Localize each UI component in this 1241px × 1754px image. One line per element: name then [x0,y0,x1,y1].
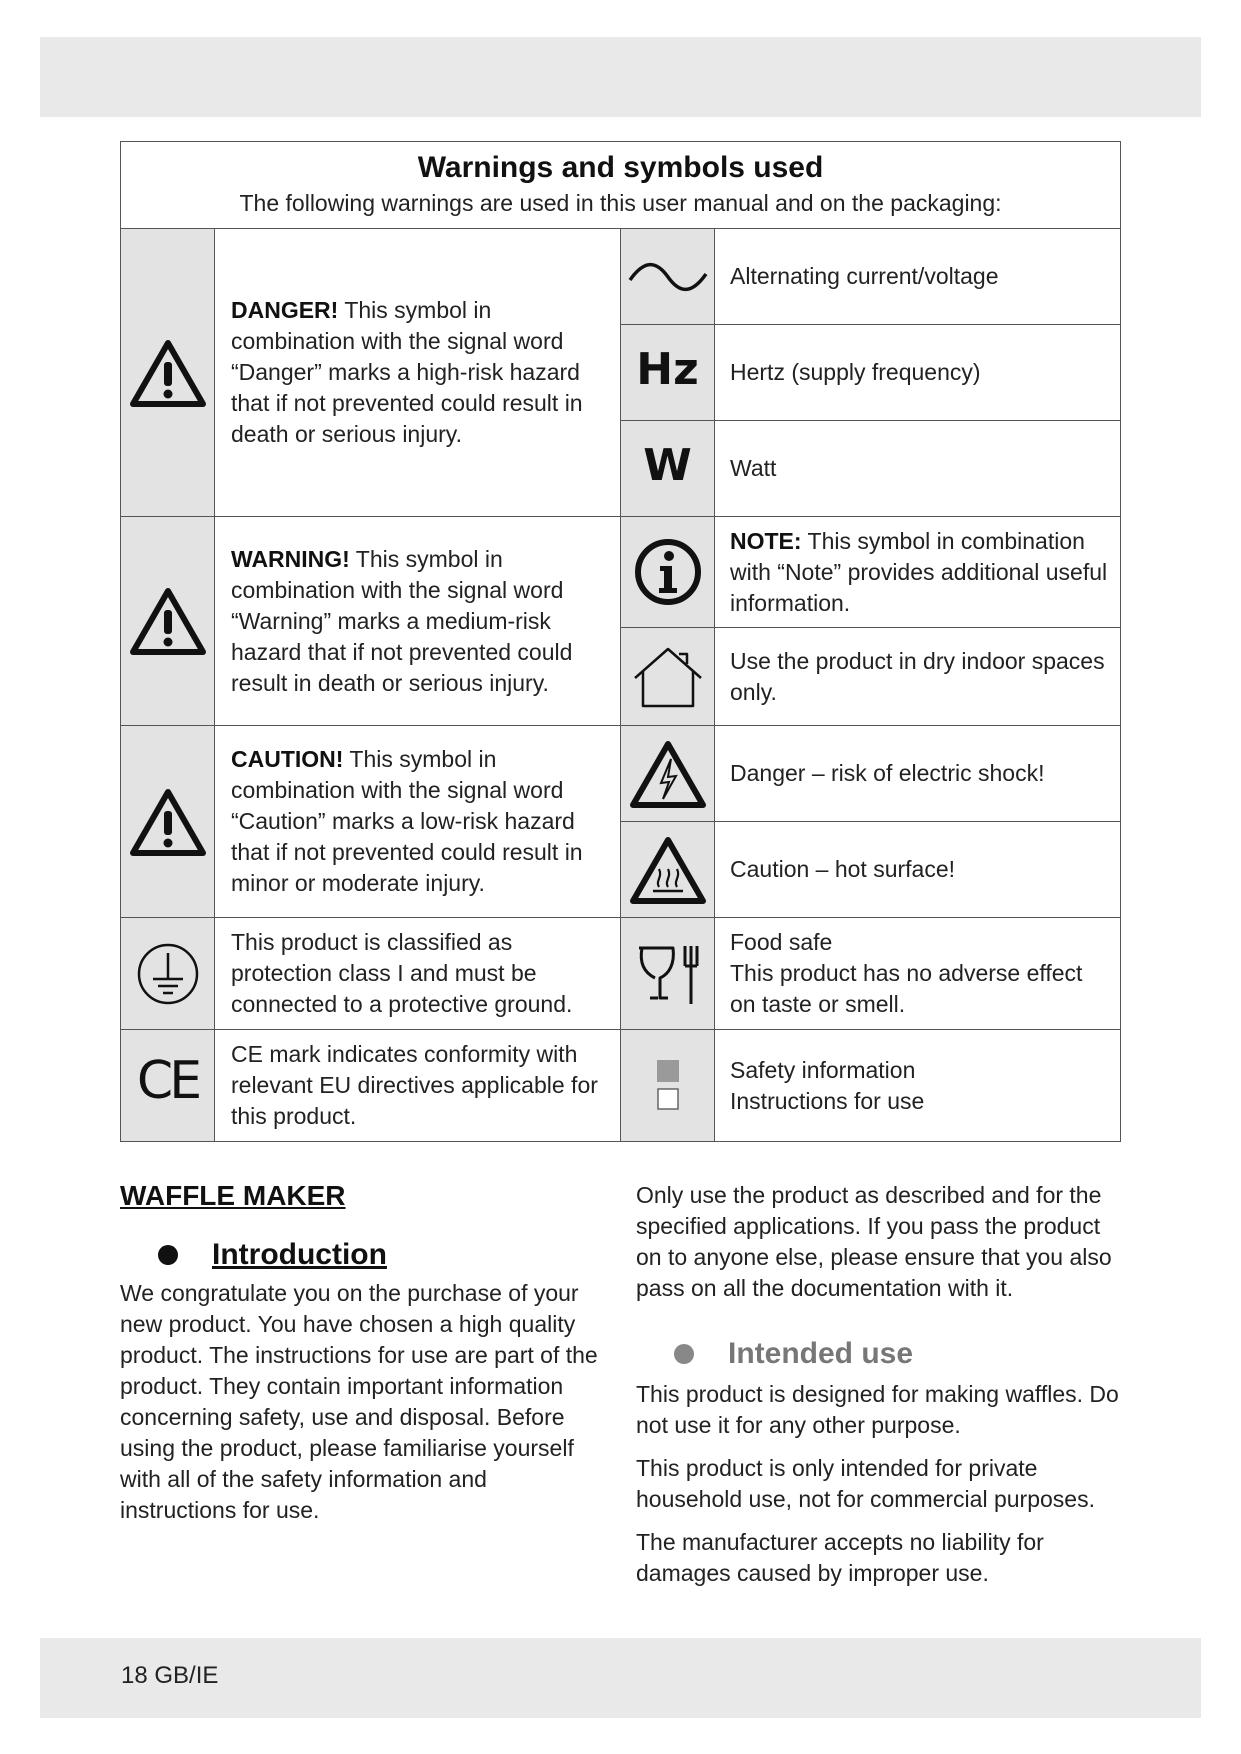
watt-icon: W [621,421,715,517]
warnings-symbols-table [120,141,1121,1142]
page-number: 18 GB/IE [121,1662,219,1689]
left-column [120,1180,600,1538]
warning-triangle-icon [121,517,215,726]
warning-triangle-icon [121,726,215,918]
hot-surface-description: Caution – hot surface! [715,822,1121,918]
table-subtitle: The following warnings are used in this user manual and on the packaging: [239,190,1002,216]
right-column [636,1180,1126,1601]
food-safe-description [715,918,1121,1030]
watt-description: Watt [715,421,1121,517]
bullet-icon [158,1245,178,1265]
hot-surface-icon [621,822,715,918]
table-title: Warnings and symbols used [417,151,824,184]
info-icon [621,517,715,628]
intended-use-text-3: The manufacturer accepts no liability for damages caused by improper use. [636,1529,1044,1586]
ac-description: Alternating current/voltage [715,229,1121,325]
hertz-description: Hertz (supply frequency) [715,325,1121,421]
squares-icon [621,1030,715,1142]
hertz-icon: Hz [621,325,715,421]
food-safe-icon [621,918,715,1030]
intended-use-heading: Intended use [674,1338,1126,1369]
house-icon [621,628,715,726]
indoor-use-description: Use the product in dry indoor spaces only. [715,628,1121,726]
header-band [40,37,1201,117]
alternating-current-icon [621,229,715,325]
ce-mark-icon: CE [121,1030,215,1142]
instructions-label: Instructions for use [730,1087,925,1114]
danger-description: DANGER! This symbol in combination with the signal word “Danger” marks a high-risk hazard that if not prevented could result in death or serious injury. [215,229,621,517]
warning-triangle-icon [121,229,215,517]
safety-information-label: Safety information [730,1056,916,1083]
intended-use-text-2: This product is only intended for private household use, not for commercial purposes. [636,1455,1095,1512]
caution-description: CAUTION! This symbol in combination with the signal word “Caution” marks a low-risk hazard that if not prevented could result in minor or moderate injury. [215,726,621,918]
ce-description: CE mark indicates conformity with relevant EU directives applicable for this product. [215,1030,621,1142]
electric-shock-description: Danger – risk of electric shock! [715,726,1121,822]
electric-shock-icon [621,726,715,822]
safety-info-description [715,1030,1121,1142]
bullet-icon [674,1344,694,1364]
food-safe-text: This product has no adverse effect on taste or smell. [730,960,1083,1017]
footer-band [40,1638,1201,1718]
protection-class-description: This product is classified as protection class I and must be connected to a protective ground. [215,918,621,1030]
warning-description: WARNING! This symbol in combination with the signal word “Warning” marks a medium-risk hazard that if not prevented could result in death or serious injury. [215,517,621,726]
main-heading: WAFFLE MAKER [120,1180,346,1211]
food-safe-title: Food safe [730,929,833,955]
intended-use-text-1: This product is designed for making waffles. Do not use it for any other purpose. [636,1381,1119,1438]
introduction-heading: Introduction [158,1239,600,1270]
introduction-text: We congratulate you on the purchase of your new product. You have chosen a high quality product. The instructions for use are part of the product. They contain important information concerning safety, use and disposal. Before using the product, please familiarise yourself with all of the safety information and instructions for use. [120,1280,598,1523]
note-description: NOTE: This symbol in combination with “Note” provides additional useful information. [715,517,1121,628]
protective-earth-icon [121,918,215,1030]
table-header [121,142,1121,229]
use-description-text: Only use the product as described and for the specified applications. If you pass the product on to anyone else, please ensure that you also pass on all the documentation with it. [636,1182,1112,1301]
